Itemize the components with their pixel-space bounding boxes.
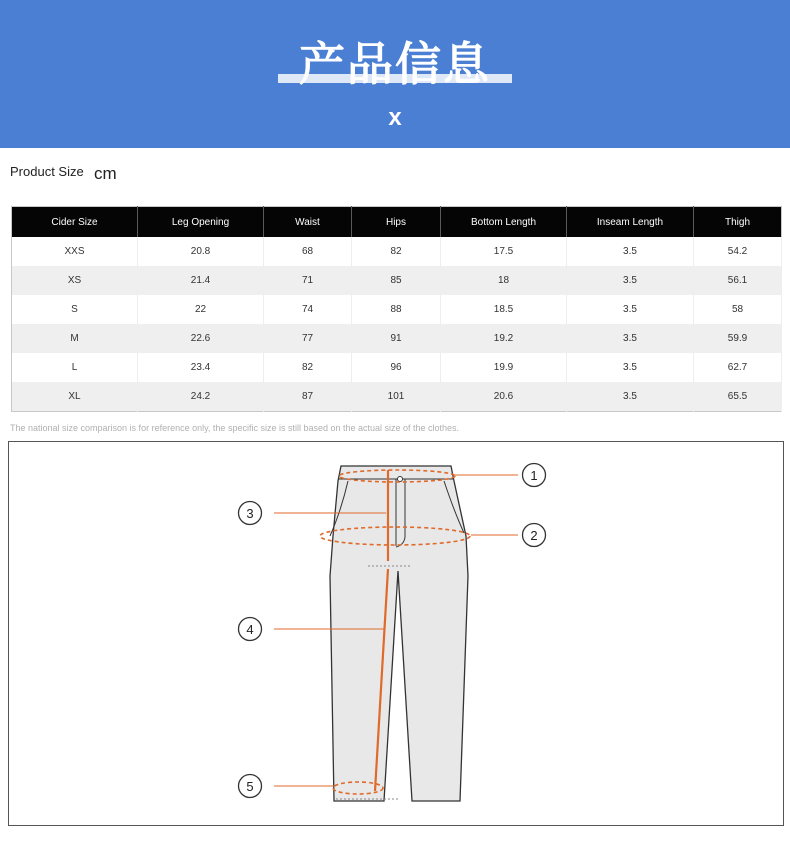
marker-label: 5 <box>246 779 254 794</box>
table-cell: 24.2 <box>138 382 264 412</box>
marker-3 <box>239 502 262 525</box>
table-cell: 65.5 <box>694 382 782 412</box>
size-table <box>11 206 782 412</box>
table-cell: 3.5 <box>567 382 694 412</box>
banner-title: 产品信息 <box>299 37 491 91</box>
column-header: Bottom Length <box>441 207 567 238</box>
marker-4 <box>239 618 262 641</box>
product-size-label: Product Size <box>10 164 84 179</box>
marker-label: 1 <box>530 468 538 483</box>
table-row <box>12 295 782 324</box>
table-cell: 20.6 <box>441 382 567 412</box>
table-cell: 88 <box>352 295 441 324</box>
table-cell: 3.5 <box>567 324 694 353</box>
table-cell: 56.1 <box>694 266 782 295</box>
table-cell: 18 <box>441 266 567 295</box>
header-banner <box>0 0 790 148</box>
table-cell: 87 <box>264 382 352 412</box>
column-header: Inseam Length <box>567 207 694 238</box>
waist-button <box>398 477 403 482</box>
table-row <box>12 382 782 412</box>
table-cell: 91 <box>352 324 441 353</box>
table-cell: 71 <box>264 266 352 295</box>
marker-5 <box>239 775 262 798</box>
column-header: Cider Size <box>12 207 138 238</box>
column-header: Waist <box>264 207 352 238</box>
table-row <box>12 237 782 266</box>
table-cell: XL <box>12 382 138 412</box>
marker-label: 4 <box>246 622 254 637</box>
table-cell: 17.5 <box>441 237 567 266</box>
marker-label: 3 <box>246 506 254 521</box>
table-cell: M <box>12 324 138 353</box>
table-cell: 23.4 <box>138 353 264 382</box>
table-cell: 62.7 <box>694 353 782 382</box>
marker-1 <box>523 464 546 487</box>
table-cell: 3.5 <box>567 353 694 382</box>
table-cell: 82 <box>352 237 441 266</box>
table-cell: 101 <box>352 382 441 412</box>
table-cell: 58 <box>694 295 782 324</box>
table-cell: 82 <box>264 353 352 382</box>
size-disclaimer-note: The national size comparison is for reference only, the specific size is still based on the actual size of the clothes. <box>10 423 460 433</box>
table-cell: S <box>12 295 138 324</box>
table-cell: L <box>12 353 138 382</box>
column-header: Leg Opening <box>138 207 264 238</box>
table-row <box>12 324 782 353</box>
table-cell: 85 <box>352 266 441 295</box>
table-cell: 77 <box>264 324 352 353</box>
table-cell: 21.4 <box>138 266 264 295</box>
table-cell: 19.2 <box>441 324 567 353</box>
table-cell: 3.5 <box>567 266 694 295</box>
table-cell: XXS <box>12 237 138 266</box>
table-cell: 18.5 <box>441 295 567 324</box>
table-cell: 20.8 <box>138 237 264 266</box>
table-row <box>12 353 782 382</box>
marker-label: 2 <box>530 528 538 543</box>
table-cell: 19.9 <box>441 353 567 382</box>
column-header: Hips <box>352 207 441 238</box>
pants-outline <box>330 466 468 801</box>
table-cell: 96 <box>352 353 441 382</box>
table-cell: 68 <box>264 237 352 266</box>
table-cell: 3.5 <box>567 295 694 324</box>
table-cell: 22 <box>138 295 264 324</box>
banner-subtitle: x <box>388 104 402 131</box>
table-cell: XS <box>12 266 138 295</box>
table-cell: 54.2 <box>694 237 782 266</box>
table-cell: 3.5 <box>567 237 694 266</box>
table-cell: 74 <box>264 295 352 324</box>
table-header-row <box>12 207 782 238</box>
pants-illustration <box>330 466 468 801</box>
measurement-diagram <box>8 441 782 824</box>
marker-2 <box>523 524 546 547</box>
table-cell: 59.9 <box>694 324 782 353</box>
table-cell: 22.6 <box>138 324 264 353</box>
column-header: Thigh <box>694 207 782 238</box>
table-row <box>12 266 782 295</box>
size-unit: cm <box>94 164 117 183</box>
